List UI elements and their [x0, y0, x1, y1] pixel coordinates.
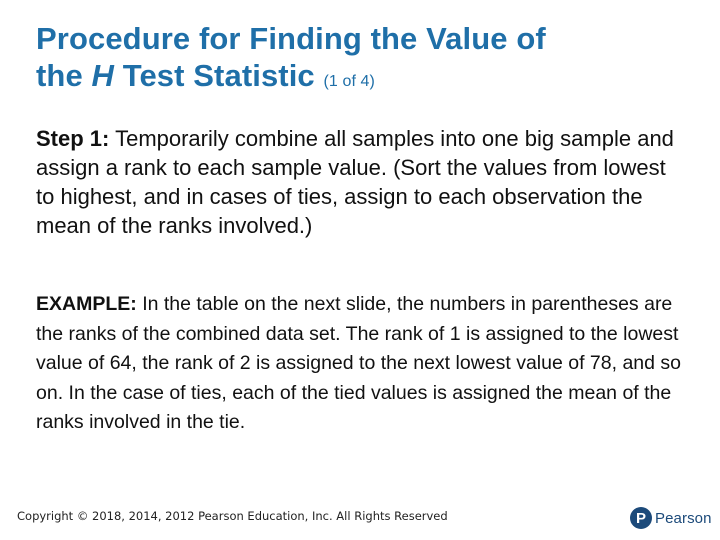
- example-label: EXAMPLE:: [36, 293, 137, 315]
- step-1-paragraph: [36, 124, 686, 240]
- copyright-footer: Copyright © 2018, 2014, 2012 Pearson Education, Inc. All Rights Reserved: [17, 509, 448, 523]
- title-line-2-post: Test Statistic: [114, 58, 315, 93]
- title-line-1: Procedure for Finding the Value of: [36, 21, 546, 56]
- title-line-2-pre: the: [36, 58, 92, 93]
- pearson-logo: [630, 505, 712, 531]
- title-italic-h: H: [91, 58, 115, 93]
- step-1-text: Temporarily combine all samples into one big sample and assign a rank to each sample value. (Sort the values from lowest to highest, and in cases of ties, assign to each observation the mean of the ranks involved.): [36, 126, 674, 238]
- example-paragraph: [36, 290, 686, 438]
- slide-title: [36, 20, 696, 100]
- pearson-logo-wordmark: Pearson: [655, 509, 712, 527]
- pearson-logo-icon: P: [630, 507, 652, 529]
- example-text: In the table on the next slide, the numbers in parentheses are the ranks of the combined data set. The rank of 1 is assigned to the lowest value of 64, the rank of 2 is assigned to the next lowest value of 78, and so on. In the case of ties, each of the tied values is assigned the mean of the ranks involved in the tie.: [36, 293, 681, 433]
- title-line-2: [36, 57, 696, 100]
- title-part-indicator: (1 of 4): [323, 73, 375, 90]
- step-1-label: Step 1:: [36, 126, 110, 151]
